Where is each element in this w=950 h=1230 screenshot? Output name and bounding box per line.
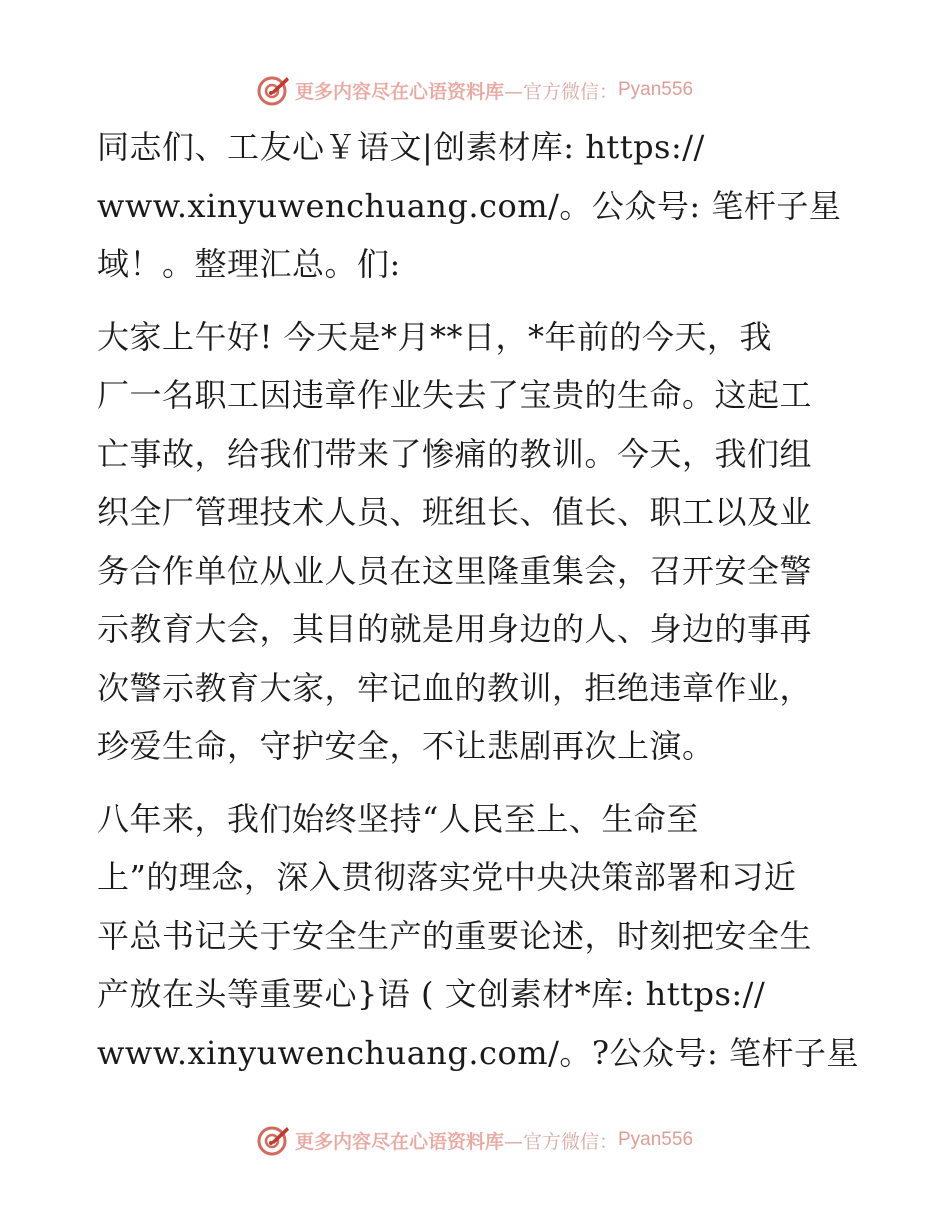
footer-watermark xyxy=(0,1120,950,1160)
watermark-sub-text: —官方微信： xyxy=(503,1130,618,1153)
watermark-main-text: 更多内容尽在心语资料库 xyxy=(294,1130,504,1153)
logo-icon xyxy=(257,73,291,107)
text-line: 务合作单位从业人员在这里隆重集会，召开安全警 xyxy=(97,551,813,590)
watermark-handle: Pyan556 xyxy=(618,79,694,100)
header-watermark xyxy=(0,70,950,110)
watermark-main-text: 更多内容尽在心语资料库 xyxy=(294,80,504,103)
text-line: 八年来，我们始终坚持“人民至上、生命至 xyxy=(97,799,699,838)
watermark-handle: Pyan556 xyxy=(618,1129,694,1150)
text-line: 次警示教育大家，牢记血的教训，拒绝违章作业， xyxy=(97,668,813,707)
text-line: 大家上午好! 今天是*月**日，*年前的今天，我 xyxy=(97,317,773,356)
text-line: 产放在头等重要心}语 ( 文创素材*库: https:// xyxy=(97,975,766,1013)
text-line: www.xinyuwenchuang.com/。?公众号: 笔杆子星 xyxy=(97,1033,859,1072)
text-line: 厂一名职工因违章作业失去了宝贵的生命。这起工 xyxy=(97,376,813,414)
document-body xyxy=(97,118,857,1082)
text-line: 平总书记关于安全生产的重要论述，时刻把安全生 xyxy=(97,916,813,955)
paragraph-2 xyxy=(97,308,857,776)
text-line: 示教育大会，其目的就是用身边的人、身边的事再 xyxy=(97,610,813,648)
logo-icon xyxy=(257,1123,291,1157)
text-line: 上”的理念，深入贯彻落实党中央决策部署和习近 xyxy=(97,858,797,896)
text-line: 珍爱生命，守护安全，不让悲剧再次上演。 xyxy=(97,727,715,765)
text-line: www.xinyuwenchuang.com/。公众号: 笔杆子星 xyxy=(97,186,842,225)
paragraph-3 xyxy=(97,790,857,1083)
text-line: 亡事故，给我们带来了惨痛的教训。今天，我们组 xyxy=(97,434,813,473)
text-line: 域！。整理汇总。们: xyxy=(97,245,401,283)
watermark-sub-text: —官方微信： xyxy=(503,80,618,103)
paragraph-1 xyxy=(97,118,857,294)
text-line: 织全厂管理技术人员、班组长、值长、职工以及业 xyxy=(97,493,813,531)
text-line: 同志们、工友心￥语文|创素材库: https:// xyxy=(97,128,705,166)
